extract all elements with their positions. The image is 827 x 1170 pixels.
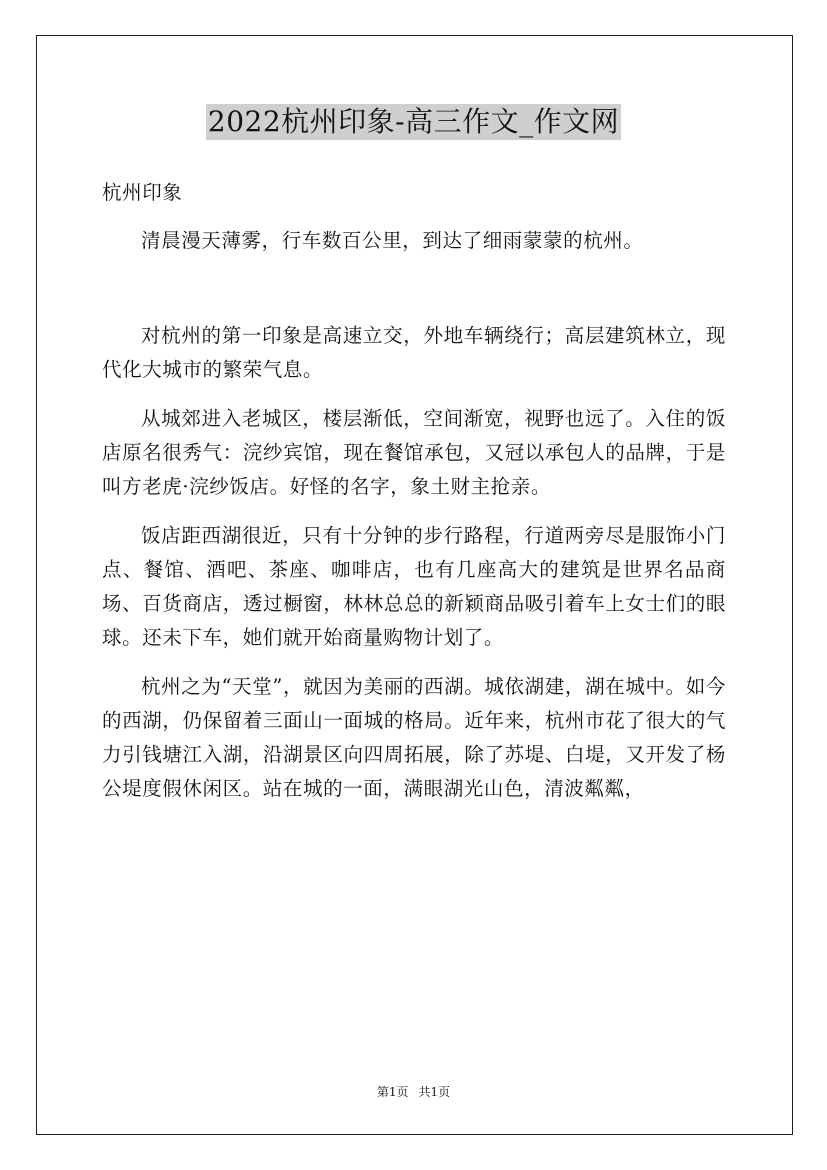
page-number: 第1页 [376, 1085, 409, 1099]
page-total: 共1页 [418, 1085, 451, 1099]
document-body [102, 176, 726, 806]
paragraph-4: 饭店距西湖很近，只有十分钟的步行路程，行道两旁尽是服饰小门点、餐馆、酒吧、茶座、咖啡店，也有几座高大的建筑是世界名品商场、百货商店，透过橱窗，林林总总的新颖商品吸引着车上女士们的眼球。还未下车，她们就开始商量购物计划了。 [102, 524, 726, 649]
page-footer [0, 1084, 827, 1100]
section-heading: 杭州印象 [102, 181, 183, 204]
paragraph-1: 清晨漫天薄雾，行车数百公里，到达了细雨蒙蒙的杭州。 [141, 229, 644, 252]
title-container [0, 104, 827, 140]
document-title: 2022杭州印象-高三作文_作文网 [207, 105, 620, 138]
paragraph-3: 从城郊进入老城区，楼层渐低，空间渐宽，视野也远了。入住的饭店原名很秀气：浣纱宾馆，现在餐馆承包，又冠以承包人的品牌，于是叫方老虎·浣纱饭店。好怪的名字，象土财主抢亲。 [102, 407, 726, 498]
paragraph-5: 杭州之为“天堂”，就因为美丽的西湖。城依湖建，湖在城中。如今的西湖，仍保留着三面山一面城的格局。近年来，杭州市花了很大的气力引钱塘江入湖，沿湖景区向四周拓展，除了苏堤、白堤，又开发了杨公堤度假休闲区。站在城的一面，满眼湖光山色，清波粼粼， [102, 675, 726, 800]
paragraph-2: 对杭州的第一印象是高速立交，外地车辆绕行；高层建筑林立，现代化大城市的繁荣气息。 [102, 324, 726, 381]
